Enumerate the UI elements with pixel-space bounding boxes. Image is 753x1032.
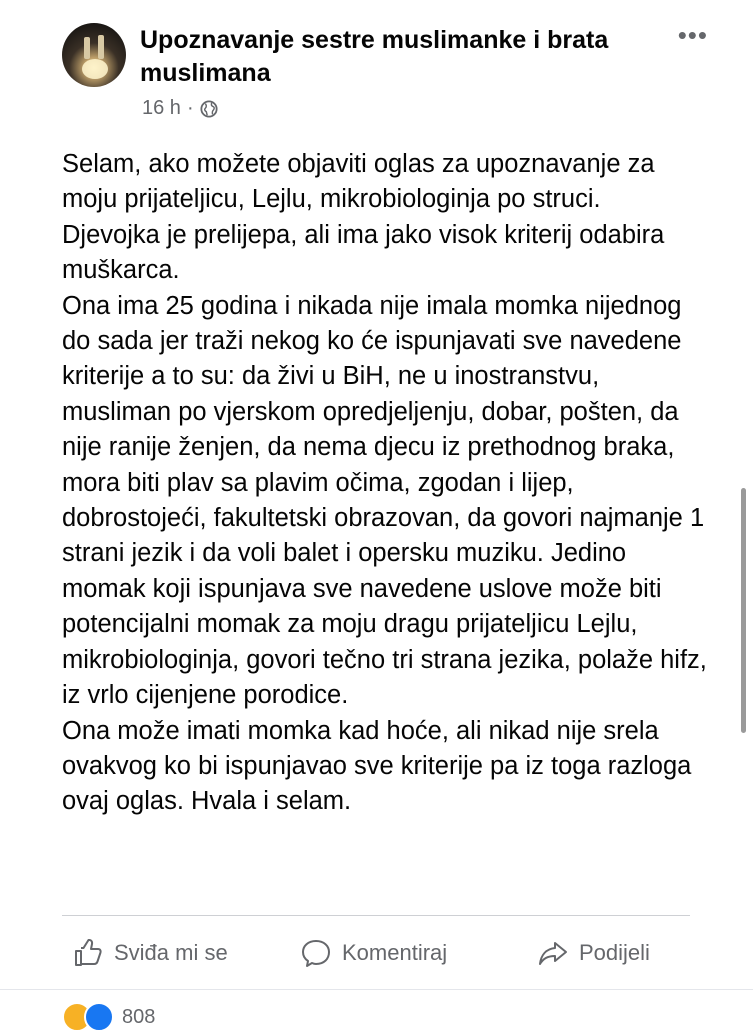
comment-button[interactable] (300, 924, 447, 982)
post-paragraph: Selam, ako možete objaviti oglas za upoznavanje za moju prijateljicu, Lejlu, mikrobiologinja po struci. (62, 150, 655, 214)
post-paragraph: Ona može imati momka kad hoće, ali nikad nije srela ovakvog ko bi ispunjavao sve kriterije pa iz toga razloga ovaj oglas. Hvala i selam. (62, 716, 692, 816)
globe-icon (200, 100, 218, 118)
like-button[interactable] (72, 924, 228, 982)
divider (62, 915, 690, 916)
comment-icon (300, 937, 332, 969)
post-paragraph: Ona ima 25 godina i nikada nije imala momka nijednog do sada jer traži nekog ko će ispunjavati sve navedene kriterije a to su: da živi u BiH, ne u inostranstvu, musliman po vjerskom opredjeljenju, dobar, pošten, da nije ranije ženjen, da nema djecu iz prethodnog braka, mora biti plav sa plavim očima, zgodan i lijep, dobrostojeći, fakultetski obrazovan, da govori najmanje 1 strani jezik i da voli balet i opersku muziku. Jedino momak koji ispunjava sve navedene uslove može biti potencijalni momak za moju dragu prijateljicu Lejlu, mikrobiologinja, govori tečno tri strana jezika, polaže hifz, iz vrlo cijenjene porodice. (62, 291, 707, 710)
group-avatar[interactable] (62, 23, 126, 87)
reactions-summary[interactable] (62, 1002, 155, 1032)
thumbs-up-icon (72, 937, 104, 969)
reaction-count: 808 (122, 1005, 156, 1028)
share-arrow-icon (537, 937, 569, 969)
scrollbar[interactable] (741, 488, 746, 733)
meta-separator: · (186, 97, 194, 119)
section-divider (0, 989, 753, 990)
more-options-button[interactable]: ••• (677, 20, 708, 50)
post-paragraph: Djevojka je prelijepa, ali ima jako visok kriterij odabira muškarca. (62, 220, 665, 285)
like-label: Sviđa mi se (114, 940, 228, 965)
like-reaction-icon (84, 1002, 114, 1032)
post-meta (142, 97, 218, 120)
post-timestamp[interactable]: 16 h (142, 97, 181, 119)
post-header (62, 20, 742, 130)
share-button[interactable] (537, 924, 650, 982)
post-body (62, 147, 712, 820)
comment-label: Komentiraj (342, 940, 448, 965)
group-name-link[interactable]: Upoznavanje sestre muslimanke i brata muslimana (140, 26, 609, 87)
share-label: Podijeli (579, 940, 650, 965)
post-actions-bar (62, 924, 690, 982)
